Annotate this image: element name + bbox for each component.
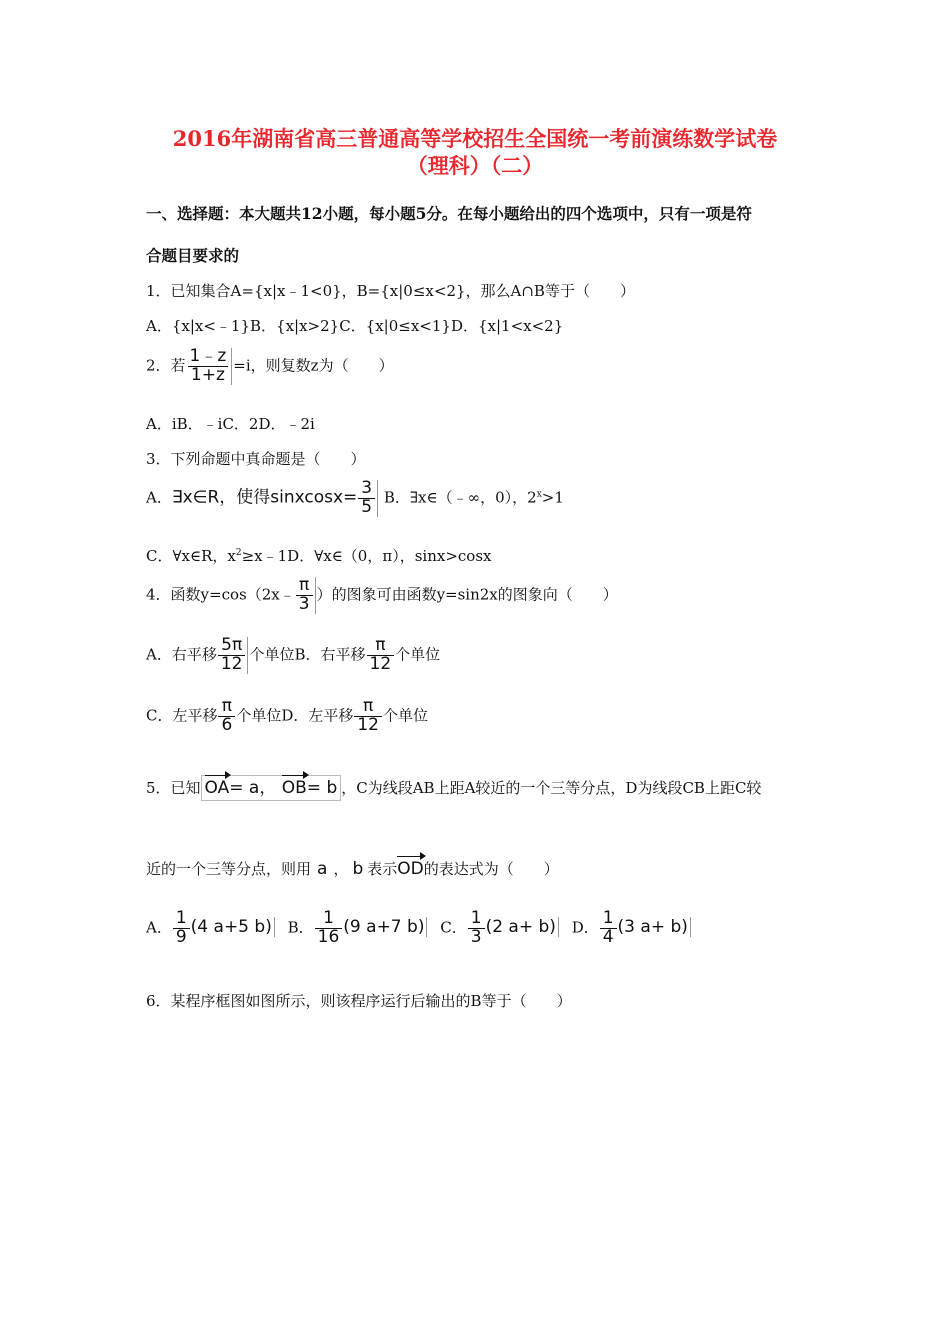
q5-suffix: ，C为线段AB上距A较近的一个三等分点，D为线段CB上距C较 <box>341 779 762 797</box>
q2-stem <box>146 348 394 385</box>
q4-d-fraction <box>354 698 382 735</box>
q2-options: A．iB．﹣iC．2D．﹣2i <box>146 415 315 433</box>
q5-option-a-fraction <box>173 910 190 947</box>
q2-denominator: 1+z <box>188 366 228 385</box>
q5-option-c-numerator: 1 <box>470 908 482 928</box>
q5-option-d-denominator: 4 <box>600 928 617 947</box>
q4-prefix: 4．函数y=cos（2x﹣ <box>146 585 295 604</box>
q5-stem-line2 <box>146 858 559 879</box>
q3-stem: 3．下列命题中真命题是（ ） <box>146 450 366 468</box>
q4-d-denominator: 12 <box>354 716 382 735</box>
q4-a-denominator: 12 <box>218 655 246 674</box>
q5-stem-line1 <box>146 773 761 798</box>
q5-given-vectors <box>201 775 342 801</box>
q4-fraction <box>296 577 316 614</box>
q4-b-denominator: 12 <box>367 655 395 674</box>
q4-numerator: π <box>299 575 310 595</box>
q4-c-prefix: C．左平移 <box>146 706 218 725</box>
q5-option-b-numerator: 1 <box>323 908 334 928</box>
q5-oa-tail: = a， <box>229 778 277 798</box>
q3-a-denominator: 5 <box>358 498 375 517</box>
exam-title-line2: （理科）（二） <box>406 153 544 178</box>
q5-option-a-denominator: 9 <box>173 928 190 947</box>
q5-options <box>146 910 691 947</box>
q5-option-d-fraction <box>600 910 617 947</box>
q4-b-numerator: π <box>375 635 386 655</box>
q4-a-fraction <box>218 637 249 674</box>
q5-option-a-label: A． <box>146 918 172 937</box>
q3-a-label: A． <box>146 488 172 507</box>
q3-a-numerator: 3 <box>361 478 373 498</box>
q5-prefix: 5．已知 <box>146 779 201 797</box>
q3-a-text: ∃x∈R，使得sinxcosx= <box>171 487 358 508</box>
q2-suffix: =i，则复数z为（ ） <box>233 356 394 375</box>
q3-cd-tail: ≥x﹣1D．∀x∈（0，π），sinx>cosx <box>241 547 492 565</box>
q5-option-d-numerator: 1 <box>602 908 614 928</box>
q4-c-numerator: π <box>221 696 233 716</box>
q5-option-c-expr: (2 a+ b) <box>486 917 559 937</box>
q5-line2-prefix: 近的一个三等分点，则用 <box>146 860 312 878</box>
q3-b-text: B．∃x∈（﹣∞，0），2 <box>379 488 537 507</box>
q5-vector-a: a <box>317 859 328 879</box>
q5-vector-od: OD <box>397 859 424 879</box>
q3-options-cd <box>146 545 491 566</box>
q5-option-c-label: C． <box>440 918 467 937</box>
q5-option-d-expr: (3 a+ b) <box>618 917 691 937</box>
q4-stem <box>146 577 618 614</box>
q4-d-numerator: π <box>363 696 374 716</box>
q5-option-a-expr: (4 a+5 b) <box>191 917 275 937</box>
q4-denominator: 3 <box>296 595 313 614</box>
q3-cd-text: C．∀x∈R，x <box>146 547 236 565</box>
q2-numerator: 1﹣z <box>189 346 227 366</box>
q4-c-denominator: 6 <box>218 716 235 735</box>
q4-options-cd <box>146 698 428 735</box>
q4-b-fraction <box>367 637 395 674</box>
q5-vector-ob: OB <box>281 778 307 798</box>
q5-option-b-denominator: 16 <box>315 928 343 947</box>
q3-options-ab <box>146 480 564 517</box>
q4-c-fraction <box>218 698 235 735</box>
q5-vector-b: b <box>352 859 364 879</box>
q4-d-suffix: 个单位 <box>382 706 428 725</box>
q4-suffix: ）的图象可由函数y=sin2x的图象向（ ） <box>316 585 618 604</box>
q5-option-b-expr: (9 a+7 b) <box>343 917 427 937</box>
q5-comma: ， <box>333 860 349 878</box>
q3-b-tail: >1 <box>541 488 564 507</box>
q2-prefix: 2．若 <box>146 356 186 375</box>
q5-option-b-fraction <box>315 910 343 947</box>
q5-line2-suffix: 的表达式为（ ） <box>423 860 559 878</box>
q3-b-exponent: x <box>536 489 542 500</box>
q2-fraction <box>187 348 233 385</box>
q4-a-numerator: 5π <box>221 635 243 655</box>
q5-line2-mid: 表示 <box>367 860 398 878</box>
q3-a-fraction <box>358 480 378 517</box>
q5-ob-tail: = b <box>306 778 338 798</box>
section-heading-line1: 一、选择题：本大题共12小题，每小题5分。在每小题给出的四个选项中，只有一项是符 <box>146 204 752 223</box>
q5-option-c-denominator: 3 <box>468 928 485 947</box>
q6-stem: 6．某程序框图如图所示，则该程序运行后输出的B等于（ ） <box>146 992 572 1010</box>
q4-options-ab <box>146 637 440 674</box>
q5-option-d-label: D． <box>571 918 599 937</box>
q5-option-b-label: B． <box>287 918 314 937</box>
q4-b-suffix: 个单位 <box>395 645 441 664</box>
q5-option-c-fraction <box>468 910 485 947</box>
q1-options: A．{x|x<﹣1}B．{x|x>2}C．{x|0≤x<1}D．{x|1<x<2} <box>146 317 564 335</box>
q3-cd-exponent: 2 <box>235 548 242 558</box>
q4-a-prefix: A．右平移 <box>146 645 217 664</box>
section-heading-line2: 合题目要求的 <box>146 246 240 265</box>
q4-a-suffix: 个单位B．右平移 <box>249 645 366 664</box>
q4-c-suffix: 个单位D．左平移 <box>236 706 354 725</box>
q5-vector-oa: OA <box>204 778 230 798</box>
exam-title-line1: 2016年湖南省高三普通高等学校招生全国统一考前演练数学试卷 <box>172 126 778 151</box>
q1-stem: 1．已知集合A={x|x﹣1<0}，B={x|0≤x<2}，那么A∩B等于（ ） <box>146 282 635 300</box>
q5-option-a-numerator: 1 <box>175 908 187 928</box>
